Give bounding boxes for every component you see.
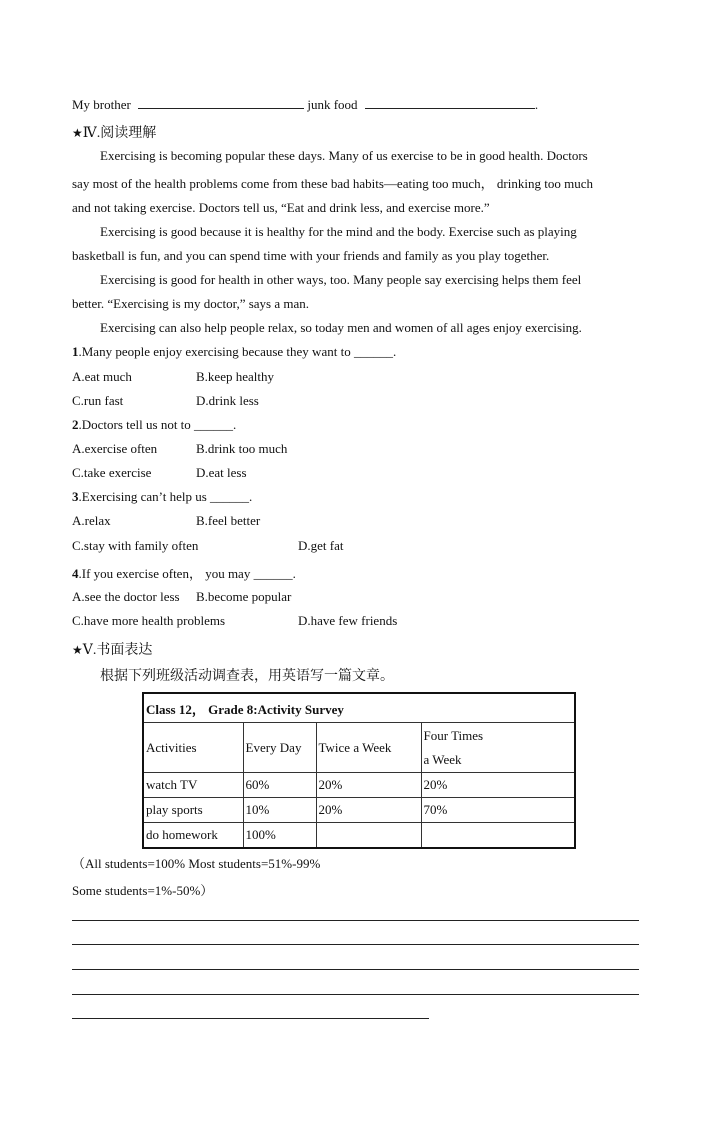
writing-line[interactable] bbox=[72, 969, 639, 970]
column-header-line: a Week bbox=[423, 751, 462, 767]
survey-title: Class 12， Grade 8:Activity Survey bbox=[143, 693, 575, 723]
writing-line[interactable] bbox=[72, 994, 639, 995]
option-a[interactable]: A.eat much bbox=[72, 369, 132, 384]
option-a[interactable]: A.see the doctor less bbox=[72, 589, 180, 604]
question-text: .Exercising can’t help us ______. bbox=[78, 489, 253, 504]
option-d[interactable]: D.get fat bbox=[298, 538, 344, 553]
table-cell: 20% bbox=[316, 798, 421, 823]
passage-line: say most of the health problems come from these bad habits—eating too much， drinking too much bbox=[72, 176, 593, 191]
activity-survey-table bbox=[142, 692, 576, 849]
option-d[interactable]: D.have few friends bbox=[298, 613, 398, 628]
option-c[interactable]: C.stay with family often bbox=[72, 538, 199, 553]
table-cell: 20% bbox=[316, 773, 421, 798]
table-cell: 60% bbox=[243, 773, 316, 798]
option-b[interactable]: B.keep healthy bbox=[196, 369, 274, 384]
question-text: .Many people enjoy exercising because they want to ______. bbox=[78, 344, 397, 359]
option-a[interactable]: A.exercise often bbox=[72, 441, 158, 456]
question-stem bbox=[72, 563, 296, 582]
star-icon: ★ bbox=[72, 126, 83, 140]
writing-line[interactable] bbox=[72, 920, 639, 921]
column-header: Twice a Week bbox=[316, 723, 421, 773]
table-cell bbox=[316, 823, 421, 849]
table-cell: 10% bbox=[243, 798, 316, 823]
option-b[interactable]: B.feel better bbox=[196, 513, 261, 528]
option-a[interactable]: A.relax bbox=[72, 513, 111, 528]
column-header: Every Day bbox=[243, 723, 316, 773]
table-cell: 20% bbox=[421, 773, 575, 798]
option-c[interactable]: C.have more health problems bbox=[72, 613, 226, 628]
answer-blank[interactable] bbox=[138, 96, 304, 109]
passage-line: Exercising can also help people relax, so today men and women of all ages enjoy exercising. bbox=[100, 320, 582, 335]
question-text: .If you exercise often， you may ______. bbox=[78, 566, 296, 581]
table-row bbox=[143, 773, 575, 798]
question-number: 3 bbox=[72, 489, 79, 504]
option-b[interactable]: B.become popular bbox=[196, 589, 292, 604]
fill-in-text-3: . bbox=[534, 97, 539, 112]
option-d[interactable]: D.eat less bbox=[196, 465, 247, 480]
passage-line: Exercising is becoming popular these days. Many of us exercise to be in good health. Doctors bbox=[100, 148, 588, 163]
table-row bbox=[143, 823, 575, 849]
section-title: Ⅳ.阅读理解 bbox=[82, 126, 157, 141]
fill-in-text-1: My brother bbox=[72, 97, 131, 112]
section-heading-reading bbox=[72, 122, 156, 142]
section-title: Ⅴ.书面表达 bbox=[82, 643, 153, 658]
passage-line: better. “Exercising is my doctor,” says a man. bbox=[72, 296, 310, 311]
writing-instruction: 根据下列班级活动调查表，用英语写一篇文章。 bbox=[100, 669, 394, 684]
passage-line: Exercising is good for health in other ways, too. Many people say exercising helps them feel bbox=[100, 272, 582, 287]
question-number: 4 bbox=[72, 566, 79, 581]
question-stem bbox=[72, 489, 252, 505]
star-icon: ★ bbox=[72, 643, 83, 657]
option-b[interactable]: B.drink too much bbox=[196, 441, 288, 456]
option-d[interactable]: D.drink less bbox=[196, 393, 259, 408]
table-cell: play sports bbox=[143, 798, 243, 823]
question-text: .Doctors tell us not to ______. bbox=[78, 417, 237, 432]
table-cell: watch TV bbox=[143, 773, 243, 798]
writing-line[interactable] bbox=[72, 1018, 429, 1019]
writing-line[interactable] bbox=[72, 944, 639, 945]
table-cell: 70% bbox=[421, 798, 575, 823]
option-c[interactable]: C.run fast bbox=[72, 393, 124, 408]
column-header-line: Four Times bbox=[423, 727, 484, 743]
table-cell bbox=[421, 823, 575, 849]
table-row bbox=[143, 798, 575, 823]
question-number: 2 bbox=[72, 417, 79, 432]
column-header: Activities bbox=[143, 723, 243, 773]
passage-line: and not taking exercise. Doctors tell us, “Eat and drink less, and exercise more.” bbox=[72, 200, 490, 215]
table-cell: do homework bbox=[143, 823, 243, 849]
fill-in-text-2: junk food bbox=[307, 97, 358, 112]
question-stem bbox=[72, 417, 236, 433]
column-header bbox=[421, 723, 575, 773]
question-stem bbox=[72, 344, 396, 360]
survey-note: Some students=1%-50%） bbox=[72, 883, 214, 898]
table-cell: 100% bbox=[243, 823, 316, 849]
section-heading-writing bbox=[72, 639, 152, 659]
fill-in-line bbox=[72, 96, 538, 113]
answer-blank[interactable] bbox=[365, 96, 535, 109]
passage-line: basketball is fun, and you can spend time with your friends and family as you play together. bbox=[72, 248, 550, 263]
passage-line: Exercising is good because it is healthy for the mind and the body. Exercise such as playing bbox=[100, 224, 577, 239]
question-number: 1 bbox=[72, 344, 79, 359]
survey-note: （All students=100% Most students=51%-99% bbox=[72, 856, 321, 871]
option-c[interactable]: C.take exercise bbox=[72, 465, 152, 480]
